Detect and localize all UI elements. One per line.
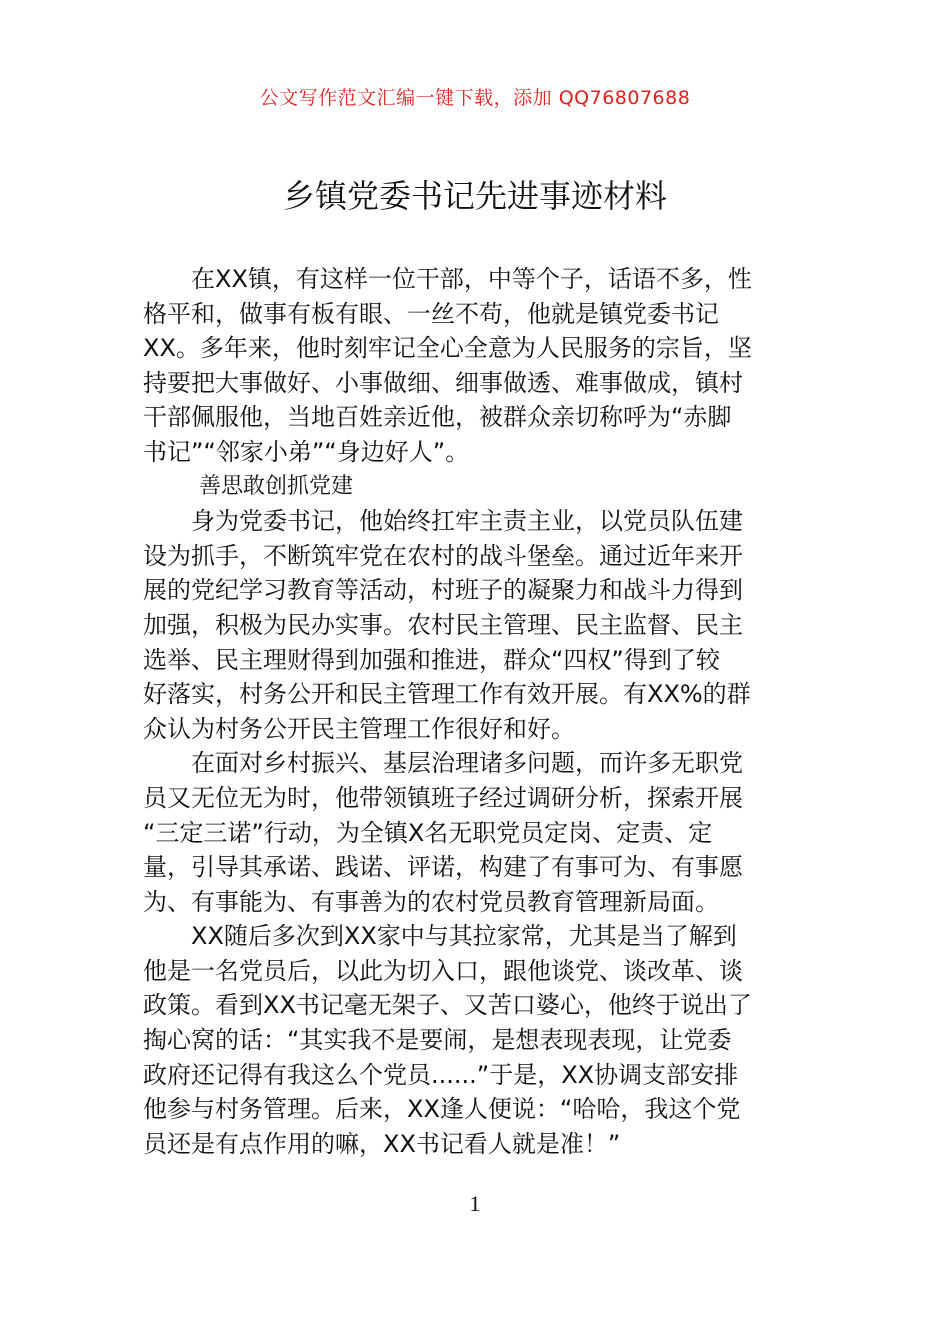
page-number: 1: [469, 1191, 481, 1216]
paragraph-intro: 在XX镇，有这样一位干部，中等个子，话语不多，性 格平和，做事有板有眼、一丝不苟，他就是镇党委书记 XX。多年来，他时刻牢记全心全意为人民服务的宗旨，坚 持要把大事做好、小事做细、细事做透、难事做成，镇村 干部佩服他，当地百姓亲近他，被群众亲切称呼为“赤脚 书记”“邻家小弟”“身边好人”。: [143, 265, 752, 466]
document-body: [143, 262, 807, 1161]
paragraph-three-fixed-three-promises: 在面对乡村振兴、基层治理诸多问题，而许多无职党 员又无位无为时，他带领镇班子经过调研分析，探索开展 “三定三诺”行动，为全镇X名无职党员定岗、定责、定 量，引导其承诺、践诺、评诺，构建了有事可为、有事愿 为、有事能为、有事善为的农村党员教育管理新局面。: [143, 749, 743, 916]
section-heading: 善思敢创抓党建: [199, 473, 354, 499]
promo-banner: 公文写作范文汇编一键下载，添加 QQ76807688: [259, 87, 691, 109]
paragraph-party-building: 身为党委书记，他始终扛牢主责主业，以党员队伍建 设为抓手，不断筑牢党在农村的战斗堡垒。通过近年来开 展的党纪学习教育等活动，村班子的凝聚力和战斗力得到 加强，积极为民办实事。农村民主管理、民主监督、民主 选举、民主理财得到加强和推进，群众“四权”得到了较 好落实，村务公开和民主管理工作有效开展。有XX%的群 众认为村务公开民主管理工作很好和好。: [143, 507, 751, 743]
paragraph-home-visit-story: XX随后多次到XX家中与其拉家常，尤其是当了解到 他是一名党员后，以此为切入口，跟他谈党、谈改革、谈 政策。看到XX书记毫无架子、又苦口婆心，他终于说出了 掏心窝的话：“其实我不是要闹，是想表现表现，让党委 政府还记得有我这么个党员......”于是，XX协调支部安排 他参与村务管理。后来，XX逢人便说：“哈哈，我这个党 员还是有点作用的嘛，XX书记看人就是准！”: [143, 922, 752, 1158]
document-title: 乡镇党委书记先进事迹材料: [282, 177, 667, 215]
